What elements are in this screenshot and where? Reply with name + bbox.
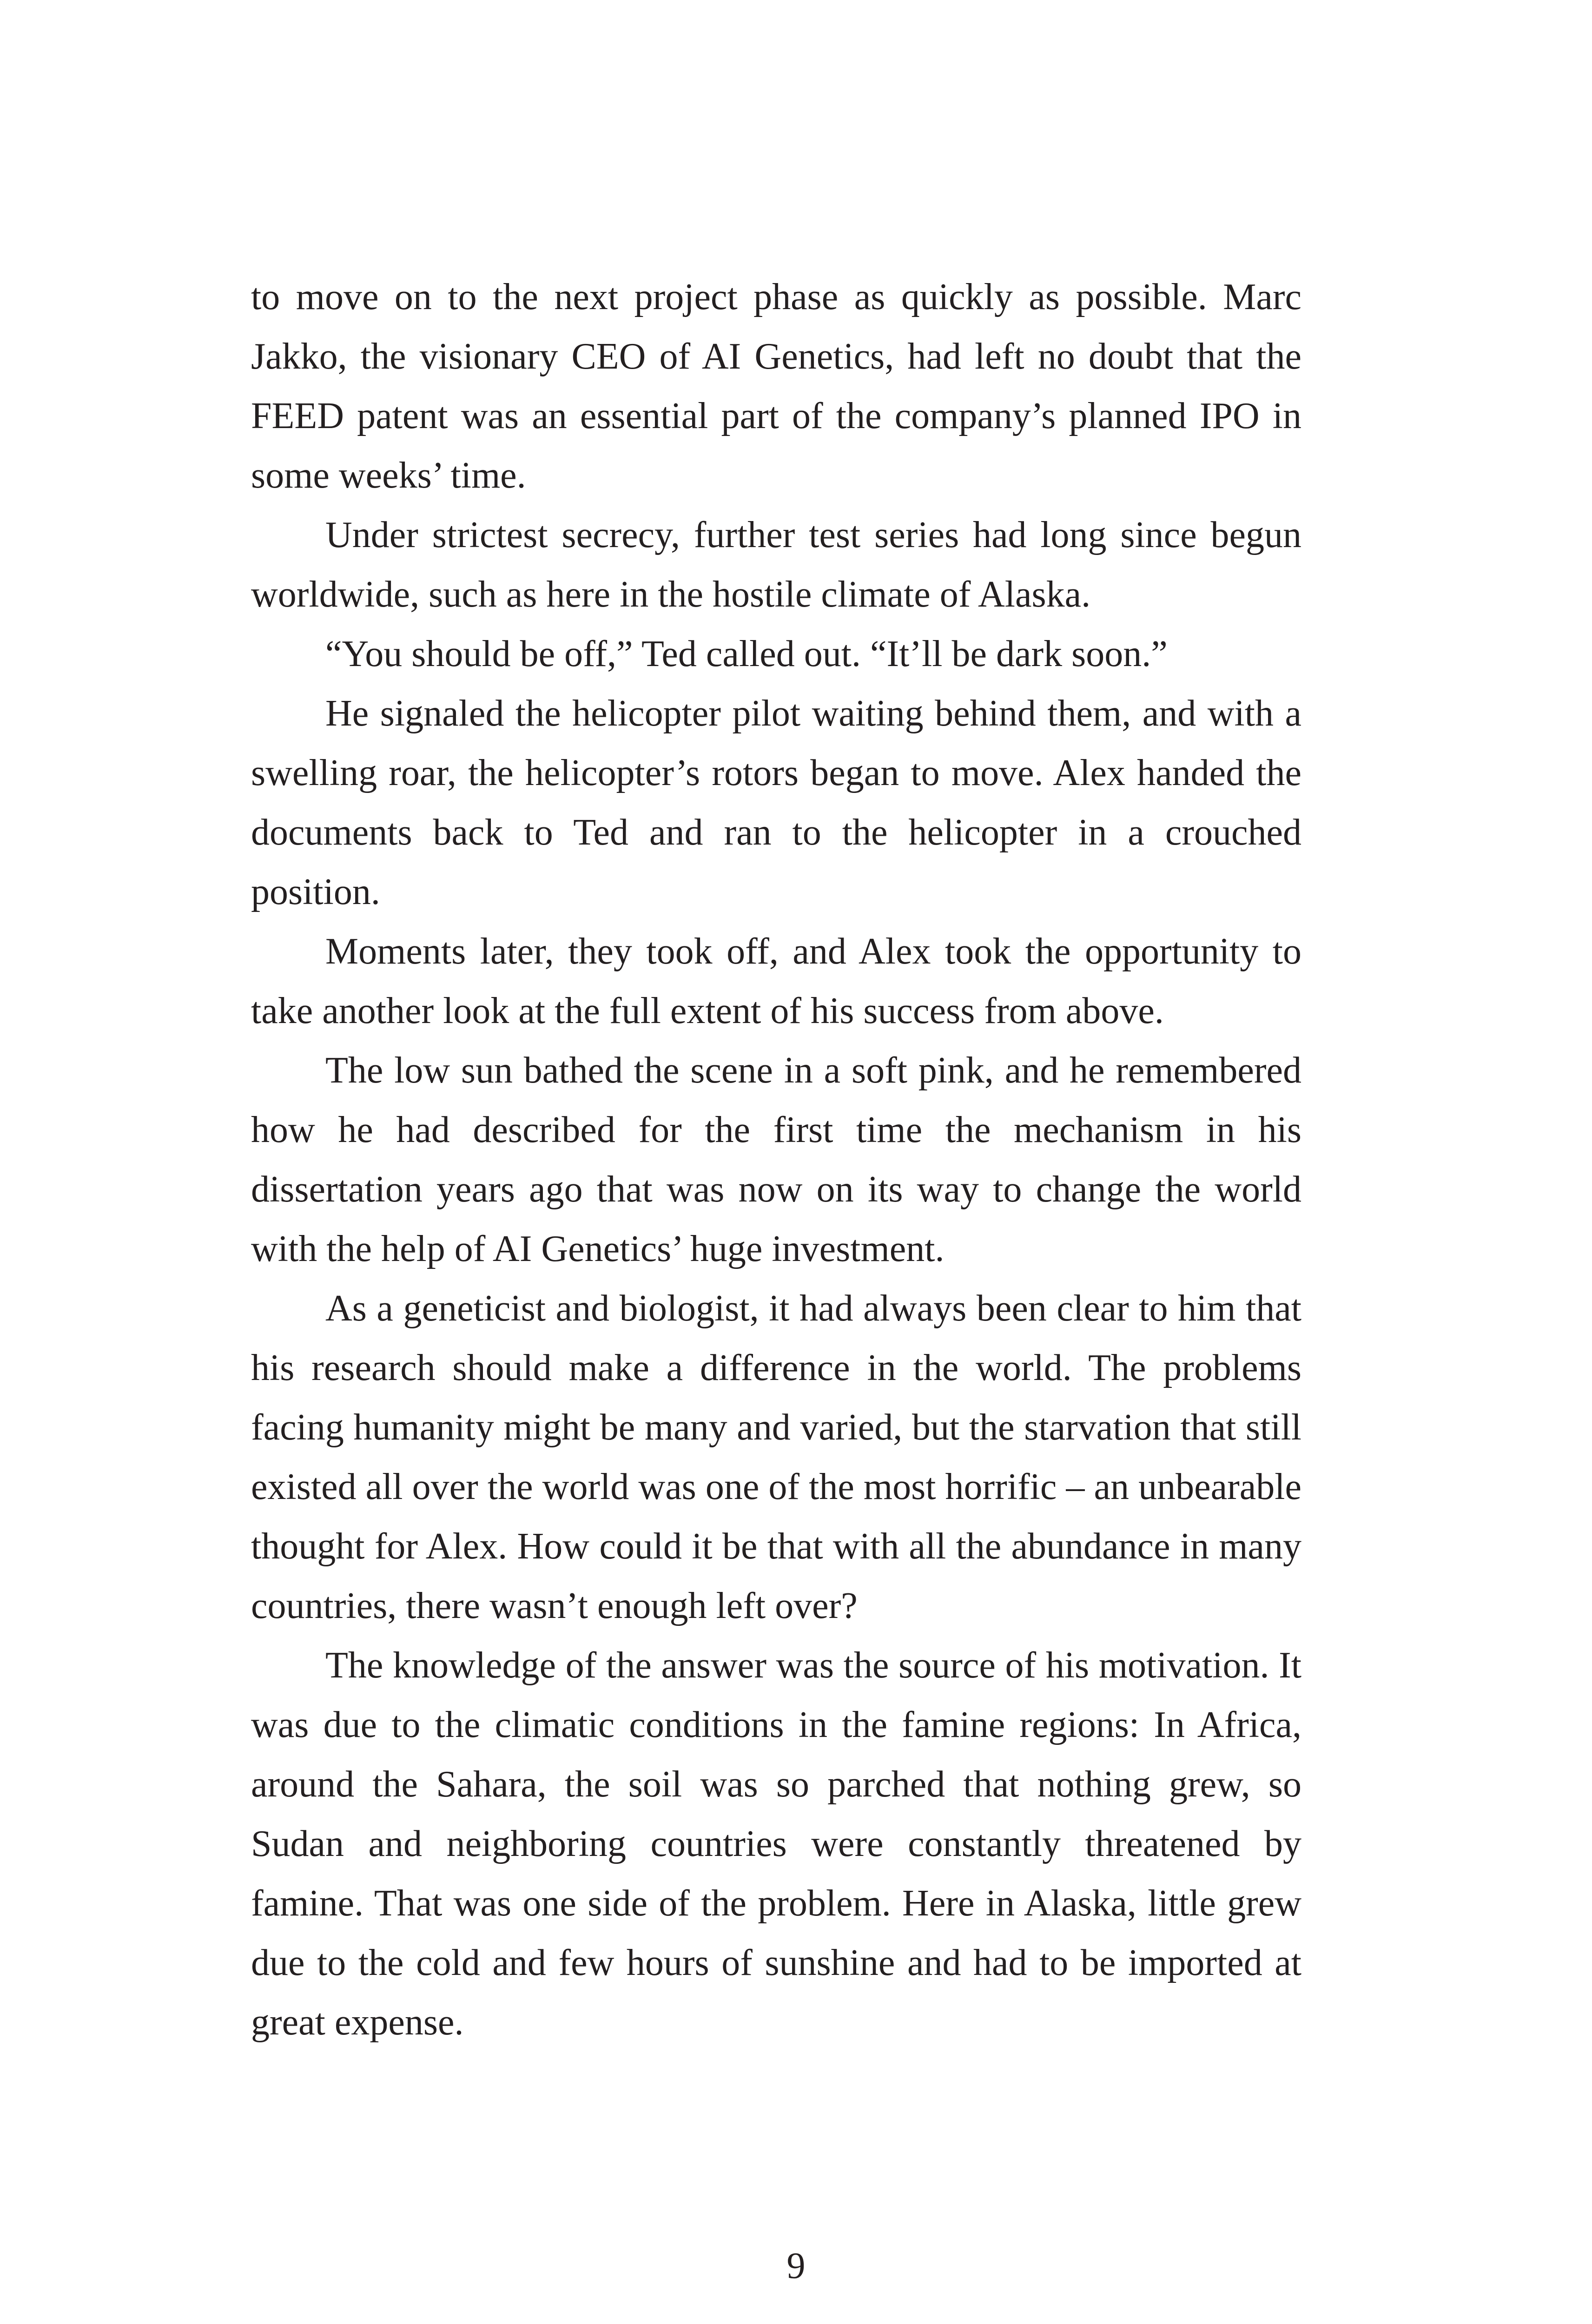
body-text [251, 267, 1301, 2052]
paragraph: The knowledge of the answer was the source of his motivation. It was due to the climatic conditions in the famine regions: In Africa, around the Sahara, the soil was so parched that nothing grew, so Sudan and neighboring countries were constantly threatened by famine. That was one side of the problem. Here in Alaska, little grew due to the cold and few hours of sunshine and had to be imported at great expense. [251, 1645, 1301, 2043]
paragraph: The low sun bathed the scene in a soft pink, and he remembered how he had described for the first time the mechanism in his dissertation years ago that was now on its way to change the world with the help of AI Genetics’ huge investment. [251, 1050, 1301, 1269]
paragraph: As a geneticist and biologist, it had always been clear to him that his research should make a difference in the world. The problems facing humanity might be many and varied, but the starvation that still existed all over the world was one of the most horrific – an unbearable thought for Alex. How could it be that with all the abundance in many countries, there wasn’t enough left over? [251, 1288, 1301, 1626]
page-number: 9 [786, 2245, 806, 2286]
paragraph: Under strictest secrecy, further test series had long since begun worldwide, such as here in the hostile climate of Alaska. [251, 515, 1301, 615]
paragraph: He signaled the helicopter pilot waiting behind them, and with a swelling roar, the helicopter’s rotors began to move. Alex handed the documents back to Ted and ran to the helicopter in a crouched position. [251, 693, 1301, 912]
paragraph: “You should be off,” Ted called out. “It’ll be dark soon.” [325, 634, 1168, 674]
paragraph: to move on to the next project phase as quickly as possible. Marc Jakko, the visionary CEO of AI Genetics, had left no doubt that the FEED patent was an essential part of the company’s planned IPO in some weeks’ time. [251, 277, 1301, 496]
paragraph: Moments later, they took off, and Alex took the opportunity to take another look at the full extent of his success from above. [251, 931, 1301, 1031]
